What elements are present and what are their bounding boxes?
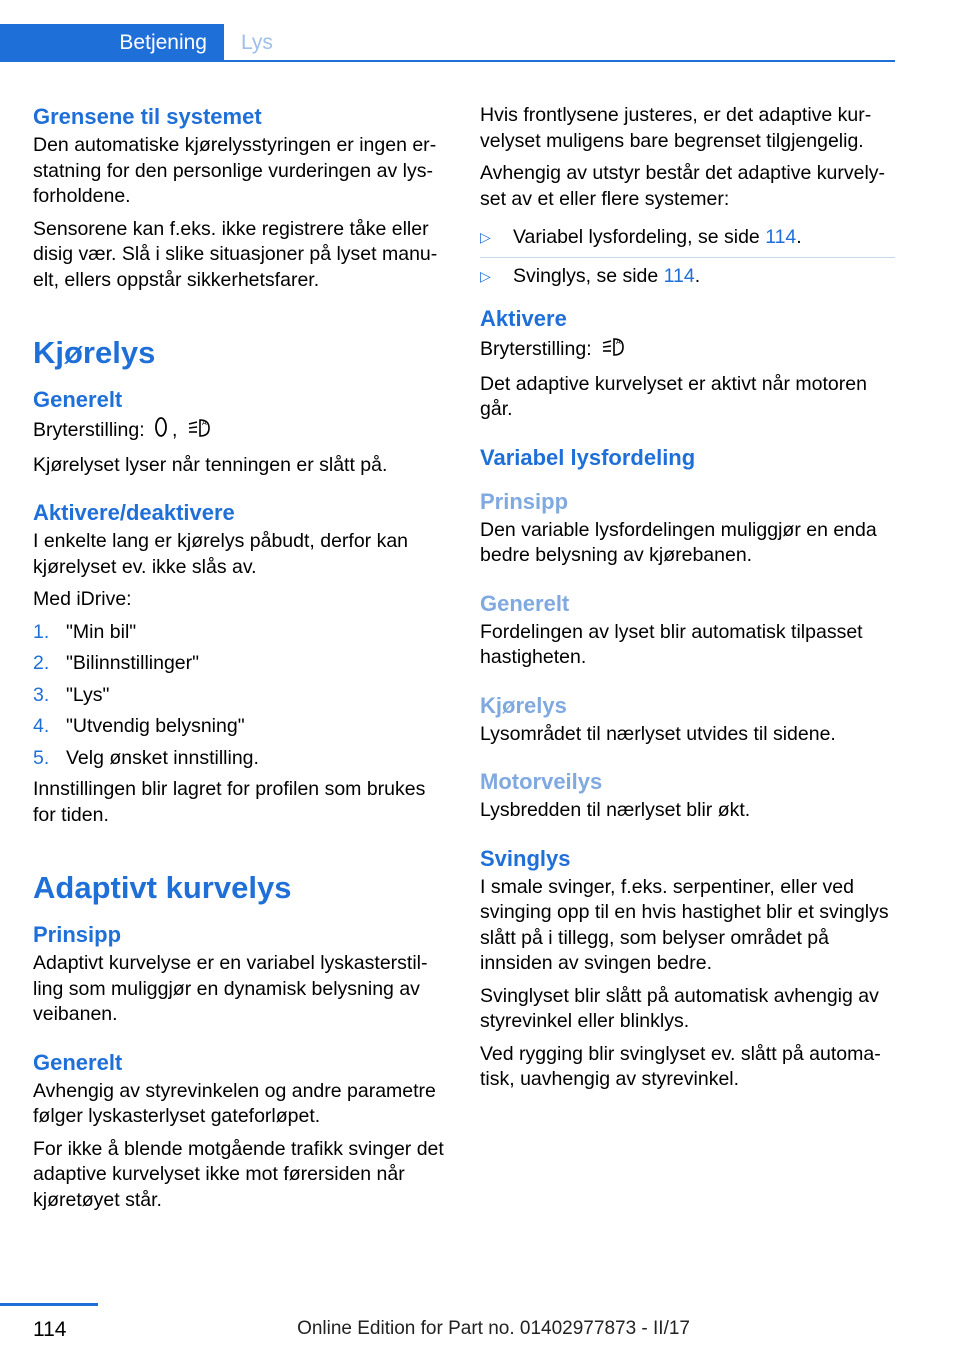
activate-deactivate-heading: Aktivere/deaktivere [33,500,235,525]
vld-principle-heading: Prinsipp [480,488,569,514]
page-ref-link[interactable]: 114 [663,264,695,287]
switch-label: Bryterstilling: [33,418,145,441]
activate-heading: Aktivere [480,306,567,331]
svg-text:A: A [201,420,207,427]
alc-heading: Adaptivt kurvelys [33,870,292,905]
cornering-paragraph-3: Ved rygging blir svinglyset ev. slått på automatisk, uavhengig av styrevinkel. [480,1042,881,1090]
page-ref-link[interactable]: 114 [765,226,797,248]
activate-paragraph: I enkelte lang er kjørelys påbudt, derfor kan kjørelyset ev. ikke slås av. [33,530,409,578]
auto-light-icon [187,416,213,446]
vld-principle-paragraph: Den variable lysfordelingen muliggjør en enda bedre belysning av kjørebanen. [480,518,877,566]
idrive-label: Med iDrive: [33,588,132,610]
cornering-paragraph-2: Svinglyset blir slått på automatisk avhengig av styrevinkel eller blinklys. [480,984,879,1032]
vld-drl-paragraph: Lysområdet til nærlyset utvides til sidene. [480,722,836,745]
limits-paragraph-1: Den automatiske kjørelysstyringen er ingen erstatning for den personlige vurderingen av lysforholdene. [33,134,437,207]
page-number: 114 [33,1318,67,1341]
cornering-heading: Svinglys [480,845,571,871]
drl-heading: Kjørelys [33,335,156,370]
activate-switch-position [480,335,895,365]
switch-zero-icon [154,416,168,446]
drl-general-heading: Generelt [33,387,123,412]
header-divider [0,60,895,62]
vld-heading: Variabel lysfordeling [480,444,696,470]
triangle-bullet-icon: ▷ [480,229,491,245]
systems-list [480,219,895,295]
tab-lys[interactable]: Lys [241,31,273,54]
step-item: 4. "Utvendig belysning" [33,715,245,737]
triangle-bullet-icon: ▷ [480,267,491,284]
systems-paragraph: Avhengig av utstyr består det adaptive kurvelyset av et eller flere systemer: [480,162,886,210]
right-column [480,103,895,1100]
alc-principle-paragraph: Adaptivt kurvelyse er en variabel lyskasterstilling som muliggjør en dynamisk belysning av veibanen. [33,952,428,1025]
tab-betjening[interactable]: Betjening [0,24,224,62]
list-item: ▷ Variabel lysfordeling, se side 114. [480,219,895,258]
drl-switch-position [33,416,448,446]
step-item: 5. Velg ønsket innstilling. [33,746,259,769]
alc-general-paragraph-2: For ikke å blende motgående trafikk svinger det adaptive kurvelyset ikke mot førersiden når kjøretøyet står. [33,1137,444,1211]
idrive-steps [33,620,448,772]
edition-text: Online Edition for Part no. 01402977873 - II/17 [297,1318,690,1339]
switch-separator: , [172,418,178,441]
vld-general-heading: Generelt [480,590,570,616]
auto-light-icon [601,335,627,365]
list-item: ▷ Svinglys, se side 114. [480,258,895,296]
step-item: 2. "Bilinnstillinger" [33,652,200,674]
step-item: 1. "Min bil" [33,620,137,643]
saved-paragraph: Innstillingen blir lagret for profilen som brukes for tiden. [33,778,426,826]
limits-paragraph-2: Sensorene kan f.eks. ikke registrere tåke eller disig vær. Slå i slike situasjoner på lyset manuelt, ellers oppstår sikkerhetsfarer. [33,217,438,291]
page-header [0,0,960,62]
switch-label: Bryterstilling: [480,337,592,360]
left-column [33,103,448,1220]
svg-text:A: A [616,339,621,346]
footer-divider [0,1303,98,1306]
motorway-heading: Motorveilys [480,769,603,794]
drl-paragraph: Kjørelyset lyser når tenningen er slått på. [33,453,388,476]
activate-paragraph: Det adaptive kurvelyset er aktivt når motoren går. [480,372,867,420]
vld-general-paragraph: Fordelingen av lyset blir automatisk tilpasset hastigheten. [480,620,863,668]
alc-general-heading: Generelt [33,1049,123,1075]
step-item: 3. "Lys" [33,683,110,706]
limits-heading: Grensene til systemet [33,104,262,129]
motorway-paragraph: Lysbredden til nærlyset blir økt. [480,799,751,821]
cornering-paragraph-1: I smale svinger, f.eks. serpentiner, eller ved svinging opp til en hvis hastighet blir et svinglys slått på i tillegg, som belyser området på innsiden av svingen bedre. [480,875,889,974]
adjust-paragraph: Hvis frontlysene justeres, er det adaptive kurvelyset muligens bare begrenset tilgjengelig. [480,104,872,152]
alc-general-paragraph-1: Avhengig av styrevinkelen og andre parametre følger lyskasterlyset gateforløpet. [33,1079,436,1127]
vld-drl-heading: Kjørelys [480,692,567,718]
alc-principle-heading: Prinsipp [33,922,122,947]
